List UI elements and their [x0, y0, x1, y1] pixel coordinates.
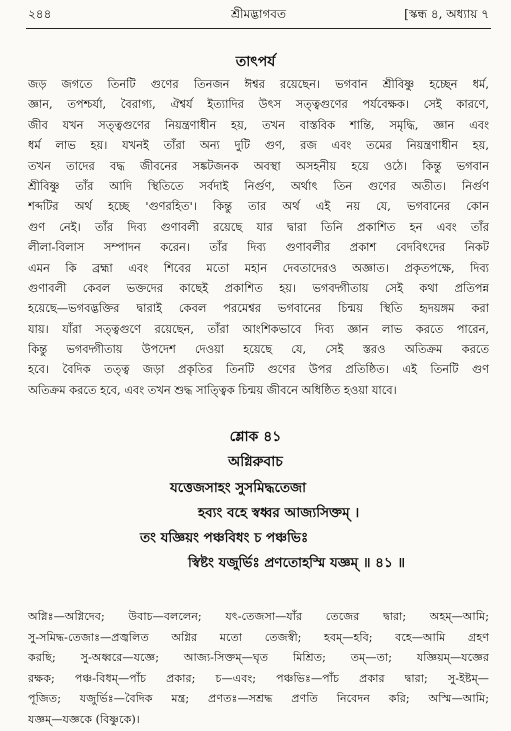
verse-line: হব্যং বহে স্বধ্বর আজ্যসিক্তম্ । [198, 505, 360, 521]
purport-line: এমন কি ব্রহ্মা এবং শিবের মতো মহান দেবতাদেরও অজ্ঞাত। প্রকৃতপক্ষে, দিব্য [28, 260, 489, 275]
synonyms-line: যজ্ঞম্—যজ্ঞকে (বিষ্ণুকে)। [28, 712, 140, 726]
synonyms-block [28, 607, 489, 731]
verse-speaker: অগ্নিরুবাচ [228, 454, 283, 470]
verse-line: তং যজ্ঞিয়ং পঞ্চবিধং চ পঞ্চভিঃ [140, 530, 309, 546]
synonyms-line: সু-সমিদ্ধ-তেজাঃ—প্রজ্বলিত অগ্নির মতো তেজস্বী; হবম্—হবি; বহে—আমি গ্রহণ [28, 630, 489, 644]
purport-line: শব্দটির অর্থ হচ্ছে 'গুণরহিত'। কিন্তু তার অর্থ এই নয় যে, ভগবানের কোন [28, 199, 489, 214]
verse-number: শ্লোক ৪১ [229, 429, 282, 445]
purport-line: হয়েছে—ভগবদ্ভক্তির দ্বারাই কেবল পরমেশ্বর ভগবানের চিন্ময় স্থিতি হৃদয়ঙ্গম করা [28, 301, 489, 316]
purport-line: জড় জগতে তিনটি গুণের তিনজন ঈশ্বর রয়েছেন। ভগবান শ্রীবিষ্ণু হচ্ছেন ধর্ম, [28, 77, 489, 91]
synonyms-line: রক্ষক; পঞ্চ-বিধম্—পাঁচ প্রকার; চ—এবং; পঞ্চভিঃ—পাঁচ প্রকার দ্বারা; সু-ইষ্টম্— [28, 671, 489, 685]
synonyms-line: অগ্নিঃ—অগ্নিদেব; উবাচ—বললেন; যৎ-তেজসা—যাঁর তেজের দ্বারা; অহম্—আমি; [28, 610, 489, 623]
purport-line: যায়। যাঁরা সত্ত্বগুণে রয়েছেন, তাঁরা আংশিকভাবে দিব্য জ্ঞান লাভ করতে পারেন, [28, 321, 489, 336]
chapter-reference: [স্কন্ধ ৪, অধ্যায় ৭ [404, 7, 489, 21]
purport-line: ধর্ম লাভ হয়। যখনই তাঁরা অন্য দুটি গুণ, রজ এবং তমের নিয়ন্ত্রণাধীন হয়, [28, 138, 489, 153]
header-rule [26, 28, 491, 29]
running-header [28, 6, 489, 26]
book-title: শ্রীমদ্ভাগবত [230, 7, 286, 21]
purport-line: লীলা-বিলাস সম্পাদন করেন। তাঁর দিব্য গুণাবলীর প্রকাশ বেদবিৎদের নিকট [28, 240, 489, 255]
purport-heading: তাৎপর্য [235, 54, 276, 70]
purport-body [28, 74, 489, 400]
purport-line: অতিক্রম করতে হবে, এবং তখন শুদ্ধ সাত্ত্বিক চিন্ময় জীবনে অধিষ্ঠিত হওয়া যাবে। [28, 382, 397, 397]
purport-line: তখন তাদের বদ্ধ জীবনের সঙ্কটজনক অবস্থা অসহনীয় হয়ে ওঠে। কিন্তু ভগবান [28, 158, 489, 173]
verse-text [0, 476, 511, 576]
synonyms-line: পূজিত; যজুর্ভিঃ—বৈদিক মন্ত্র; প্রণতঃ—সশ্রদ্ধ প্রণতি নিবেদন করি; অস্মি—আমি; [28, 692, 489, 706]
purport-line: গুণ নেই। তাঁর দিব্য গুণাবলী রয়েছে যার দ্বারা তিনি প্রকাশিত হন এবং তাঁর [28, 219, 489, 234]
verse-line: স্বিষ্টং যজুর্ভিঃ প্রণতোহস্মি যজ্ঞম্ ॥ ৪১ ॥ [188, 555, 406, 571]
purport-line: জ্ঞান, তপশ্চর্যা, বৈরাগ্য, ঐশ্বর্য ইত্যাদির উৎস সত্ত্বগুণের পর্যবেক্ষক। সেই কারণে, [28, 97, 489, 112]
purport-line: শ্রীবিষ্ণু তাঁর আদি স্থিতিতে সর্বদাই নির্গুণ, অর্থাৎ তিন গুণের অতীত। নির্গুণ [28, 178, 489, 193]
purport-line: হবে। বৈদিক তত্ত্ব জড়া প্রকৃতির তিনটি গুণের উপর প্রতিষ্ঠিত। এই তিনটি গুণ [28, 362, 489, 377]
synonyms-line: করছি; সু-অধ্বরে—যজ্ঞে; আজ্য-সিক্তম্—ঘৃত মিশ্রিত; তম্—তা; যজ্ঞিয়ম্—যজ্ঞের [28, 651, 489, 665]
purport-line: কিন্তু ভগবদ্গীতায় উপদেশ দেওয়া হয়েছে যে, সেই স্তরও অতিক্রম করতে [28, 342, 489, 357]
purport-line: জীব যখন সত্ত্বগুণের নিয়ন্ত্রণাধীন হয়, তখন বাস্তবিক শান্তি, সমৃদ্ধি, জ্ঞান এবং [28, 117, 489, 132]
purport-line: গুণাবলী কেবল ভক্তদের কাছেই প্রকাশিত হয়। ভগবদ্গীতায় সেই কথা প্রতিপন্ন [28, 280, 489, 295]
verse-line: যত্তেজসাহং সুসমিদ্ধতেজা [170, 480, 307, 496]
page-number: ২৪৪ [28, 7, 52, 21]
